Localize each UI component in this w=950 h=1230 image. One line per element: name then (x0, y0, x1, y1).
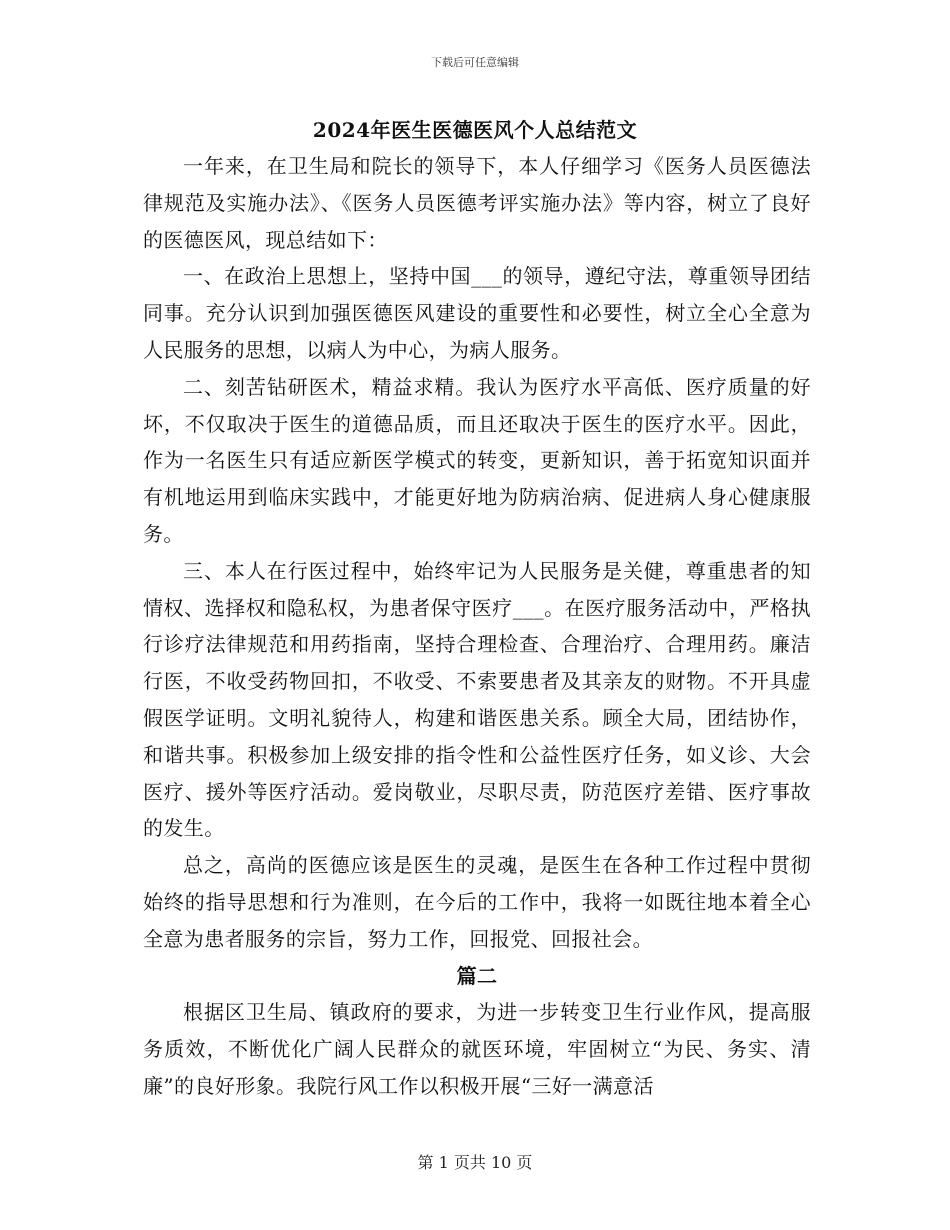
paragraph-practice: 三、本人在行医过程中，始终牢记为人民服务是关健，尊重患者的知情权、选择权和隐私权，为患者保守医疗___。在医疗服务活动中，严格执行诊疗法律规范和用药指南，坚持合理检查、合理治疗、合理用药。廉洁行医，不收受药物回扣，不收受、不索要患者及其亲友的财物。不开具虚假医学证明。文明礼貌待人，构建和谐医患关系。顾全大局，团结协作，和谐共事。积极参加上级安排的指令性和公益性医疗任务，如义诊、大会医疗、援外等医疗活动。爱岗敬业，尽职尽责，防范医疗差错、医疗事故的发生。 (143, 558, 811, 841)
section-heading-2: 篇二 (456, 963, 498, 988)
document-title: 2024年医生医德医风个人总结范文 (312, 118, 638, 142)
paragraph-section2: 根据区卫生局、镇政府的要求，为进一步转变卫生行业作风，提高服务质效，不断优化广阔人民群众的就医环境，牢固树立“为民、务实、清廉”的良好形象。我院行风工作以积极开展“三好一满意活 (143, 1000, 811, 1098)
paragraph-intro: 一年来，在卫生局和院长的领导下，本人仔细学习《医务人员医德法律规范及实施办法》、《医务人员医德考评实施办法》等内容，树立了良好的医德医风，现总结如下： (143, 154, 811, 252)
paragraph-politics: 一、在政治上思想上，坚持中国___的领导，遵纪守法，尊重领导团结同事。充分认识到加强医德医风建设的重要性和必要性，树立全心全意为人民服务的思想，以病人为中心，为病人服务。 (143, 264, 811, 362)
page-footer: 第 1 页共 10 页 (417, 1153, 533, 1172)
document-body (143, 148, 811, 1105)
header-note: 下载后可任意编辑 (431, 56, 519, 69)
paragraph-medical-skill: 二、刻苦钻研医术，精益求精。我认为医疗水平高低、医疗质量的好坏，不仅取决于医生的道德品质，而且还取决于医生的医疗水平。因此，作为一名医生只有适应新医学模式的转变，更新知识，善于拓宽知识面并有机地运用到临床实践中，才能更好地为防病治病、促进病人身心健康服务。 (143, 374, 811, 546)
paragraph-conclusion: 总之，高尚的医德应该是医生的灵魂，是医生在各种工作过程中贯彻始终的指导思想和行为准则，在今后的工作中，我将一如既往地本着全心全意为患者服务的宗旨，努力工作，回报党、回报社会。 (143, 853, 811, 951)
